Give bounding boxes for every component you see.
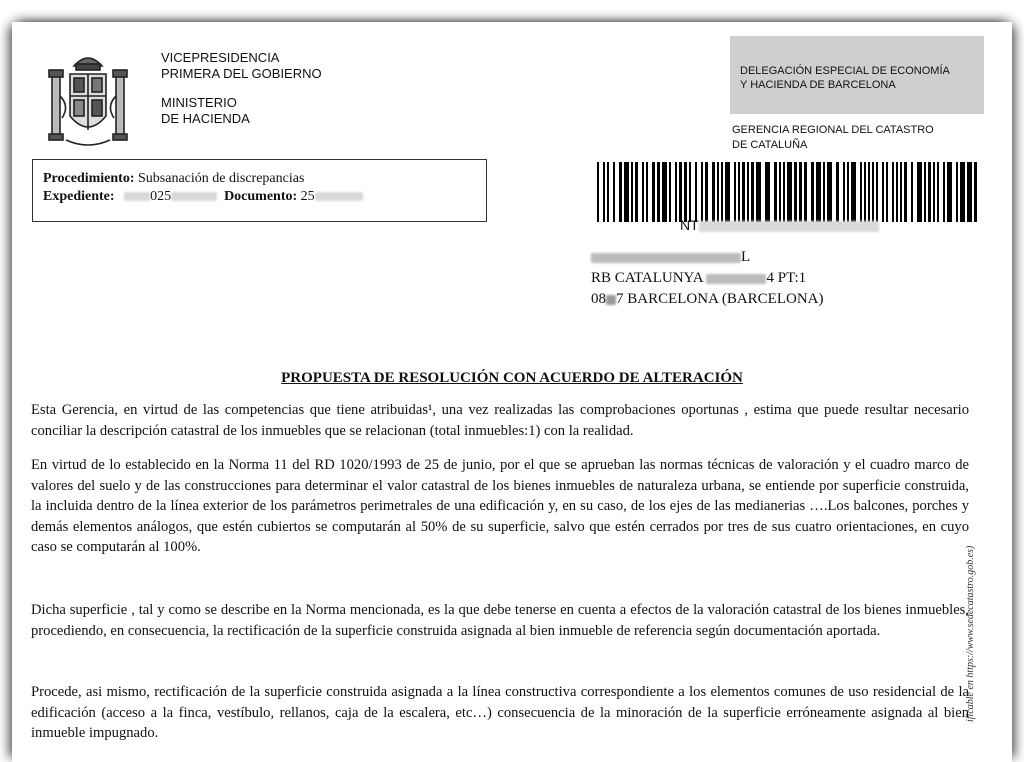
barcode-bar xyxy=(843,162,845,222)
barcode-bar xyxy=(679,162,682,222)
paragraph-3: Dicha superficie , tal y como se describe en la Norma mencionada, es la que debe tenerse en cuenta a efectos de la valoración catastral de los bienes inmuebles, procediendo, en consecuencia, la rectificación de la superficie construida asignada al bien inmueble de referencia según documentación aportada. xyxy=(31,602,969,639)
barcode-bar xyxy=(928,162,931,222)
ministry-header xyxy=(161,50,322,127)
address-line2-tail: 4 PT:1 xyxy=(766,270,807,286)
nt-code xyxy=(680,217,879,233)
document-title: PROPUESTA DE RESOLUCIÓN CON ACUERDO DE ALTERACIÓN xyxy=(281,370,743,386)
verification-note: ificable en https://www.sedecatastro.gob.es) xyxy=(965,545,976,722)
recipient-address xyxy=(591,247,824,310)
procedimiento-value: Subsanación de discrepancias xyxy=(138,171,305,186)
gerencia-line: DE CATALUÑA xyxy=(732,139,808,151)
gerencia-label xyxy=(732,123,934,153)
barcode-bar xyxy=(657,162,660,222)
barcode-bar xyxy=(868,162,870,222)
barcode-bar xyxy=(603,162,605,222)
documento-label: Documento: xyxy=(224,189,298,204)
barcode-bar xyxy=(701,162,703,222)
barcode-bar xyxy=(747,162,749,222)
barcode-bar xyxy=(823,162,825,222)
barcode-bar xyxy=(851,162,856,222)
address-line1: L xyxy=(741,249,751,265)
barcode-bar xyxy=(937,162,939,222)
barcode-bar xyxy=(882,162,884,222)
barcode-bar xyxy=(783,162,785,222)
gerencia-line: GERENCIA REGIONAL DEL CATASTRO xyxy=(732,124,934,136)
barcode-bar xyxy=(860,162,862,222)
barcode-bar xyxy=(787,162,792,222)
ministry-line: DE HACIENDA xyxy=(161,111,250,126)
barcode-bar xyxy=(779,162,781,222)
barcode-bar xyxy=(872,162,874,222)
paragraph-4: Procede, asi mismo, rectificación de la superficie construida asignada a la línea constructiva correspondiente a los elementos comunes de uso residencial de la edificación (acceso a la finca, vestíbulo, rellanos, caja de la escalera, etc…) consecuencia de la minoración de la superficie erróneamente asignada al bien inmueble impugnado. xyxy=(31,684,969,741)
barcode-bar xyxy=(900,162,902,222)
barcode-bar xyxy=(717,162,719,222)
barcode-bar xyxy=(675,162,677,222)
nt-label: NT xyxy=(680,217,699,233)
barcode-bar xyxy=(705,162,708,222)
barcode-bar xyxy=(597,162,599,222)
barcode-bar xyxy=(876,162,878,222)
ministry-line: PRIMERA DEL GOBIERNO xyxy=(161,66,322,81)
barcode-bar xyxy=(721,162,723,222)
barcode-bar xyxy=(756,162,761,222)
address-line3: 7 BARCELONA (BARCELONA) xyxy=(616,291,824,307)
barcode-bar xyxy=(892,162,894,222)
barcode-bar xyxy=(917,162,922,222)
barcode-bar xyxy=(742,162,745,222)
barcode-bar xyxy=(765,162,770,222)
barcode-bar xyxy=(689,162,691,222)
barcode-bar xyxy=(652,162,655,222)
barcode-bar xyxy=(646,162,648,222)
barcode-bar xyxy=(684,162,687,222)
barcode-bar xyxy=(631,162,633,222)
barcode-bar xyxy=(799,162,802,222)
barcode-bar xyxy=(864,162,866,222)
barcode-bar xyxy=(960,162,965,222)
paragraph-2: En virtud de lo establecido en la Norma 11 del RD 1020/1993 de 25 de junio, por el que se aprueban las normas técnicas de valoración y el cuadro marco de valores del suelo y de las construcciones para determinar el valor catastral de los bienes inmuebles de naturaleza urbana, se entiende por superficie construida, la incluida dentro de la línea exterior de los parámetros perimetrales de una edificación y, en su caso, de los ejes de las medianerias ….Los balcones, porches y demás elementos análogos, que estén cubiertos se computarán al 50% de su superficie, salvo que estén cerrados por tres de sus cuatro orientaciones, en cuyo caso se computarán al 100%. xyxy=(31,457,969,555)
barcode-bar xyxy=(911,162,913,222)
barcode-bar xyxy=(904,162,907,222)
barcode-bar xyxy=(933,162,935,222)
barcode-bar xyxy=(836,162,839,222)
barcode-bar xyxy=(669,162,671,222)
barcode-bar xyxy=(607,162,609,222)
barcode-bar xyxy=(774,162,777,222)
address-line2: RB CATALUNYA xyxy=(591,270,703,286)
barcode-bar xyxy=(712,162,715,222)
barcode-bar xyxy=(642,162,644,222)
barcode-bar xyxy=(619,162,622,222)
barcode-bar xyxy=(974,162,977,222)
barcode-bar xyxy=(816,162,821,222)
barcode-bar xyxy=(956,162,958,222)
procedimiento-label: Procedimiento: xyxy=(43,171,135,186)
address-line3-prefix: 08 xyxy=(591,291,606,307)
barcode-bar xyxy=(943,162,945,222)
barcode-bar xyxy=(662,162,667,222)
expediente-label: Expediente: xyxy=(43,189,115,204)
barcode-bar xyxy=(738,162,740,222)
barcode-bar xyxy=(847,162,849,222)
documento-value: 25 xyxy=(300,189,315,204)
document-page xyxy=(12,22,1012,762)
barcode-bar xyxy=(624,162,629,222)
delegation-line: DELEGACIÓN ESPECIAL DE ECONOMÍA xyxy=(740,65,950,77)
barcode-bar xyxy=(967,162,972,222)
barcode-bar xyxy=(734,162,736,222)
barcode xyxy=(597,162,977,222)
barcode-bar xyxy=(827,162,832,222)
delegation-box xyxy=(730,36,984,114)
barcode-bar xyxy=(725,162,730,222)
ministry-line: VICEPRESIDENCIA xyxy=(161,50,280,65)
barcode-bar xyxy=(896,162,898,222)
paragraph-1: Esta Gerencia, en virtud de las competencias que tiene atribuidas¹, una vez realizadas las comprobaciones oportunas , estima que puede resultar necesario conciliar la descripción catastral de los inmuebles que se relacionan (total inmuebles:1) con la realidad. xyxy=(31,402,969,439)
barcode-bar xyxy=(751,162,754,222)
expediente-value: 025 xyxy=(150,189,172,204)
barcode-bar xyxy=(924,162,926,222)
ministry-line: MINISTERIO xyxy=(161,95,237,110)
procedure-box xyxy=(32,159,487,222)
barcode-bar xyxy=(695,162,697,222)
barcode-bar xyxy=(635,162,638,222)
barcode-bar xyxy=(613,162,615,222)
barcode-bar xyxy=(947,162,952,222)
barcode-bar xyxy=(886,162,888,222)
barcode-bar xyxy=(794,162,797,222)
delegation-line: Y HACIENDA DE BARCELONA xyxy=(740,79,896,91)
barcode-bar xyxy=(804,162,807,222)
coat-of-arms-icon xyxy=(42,46,134,156)
barcode-bar xyxy=(811,162,814,222)
